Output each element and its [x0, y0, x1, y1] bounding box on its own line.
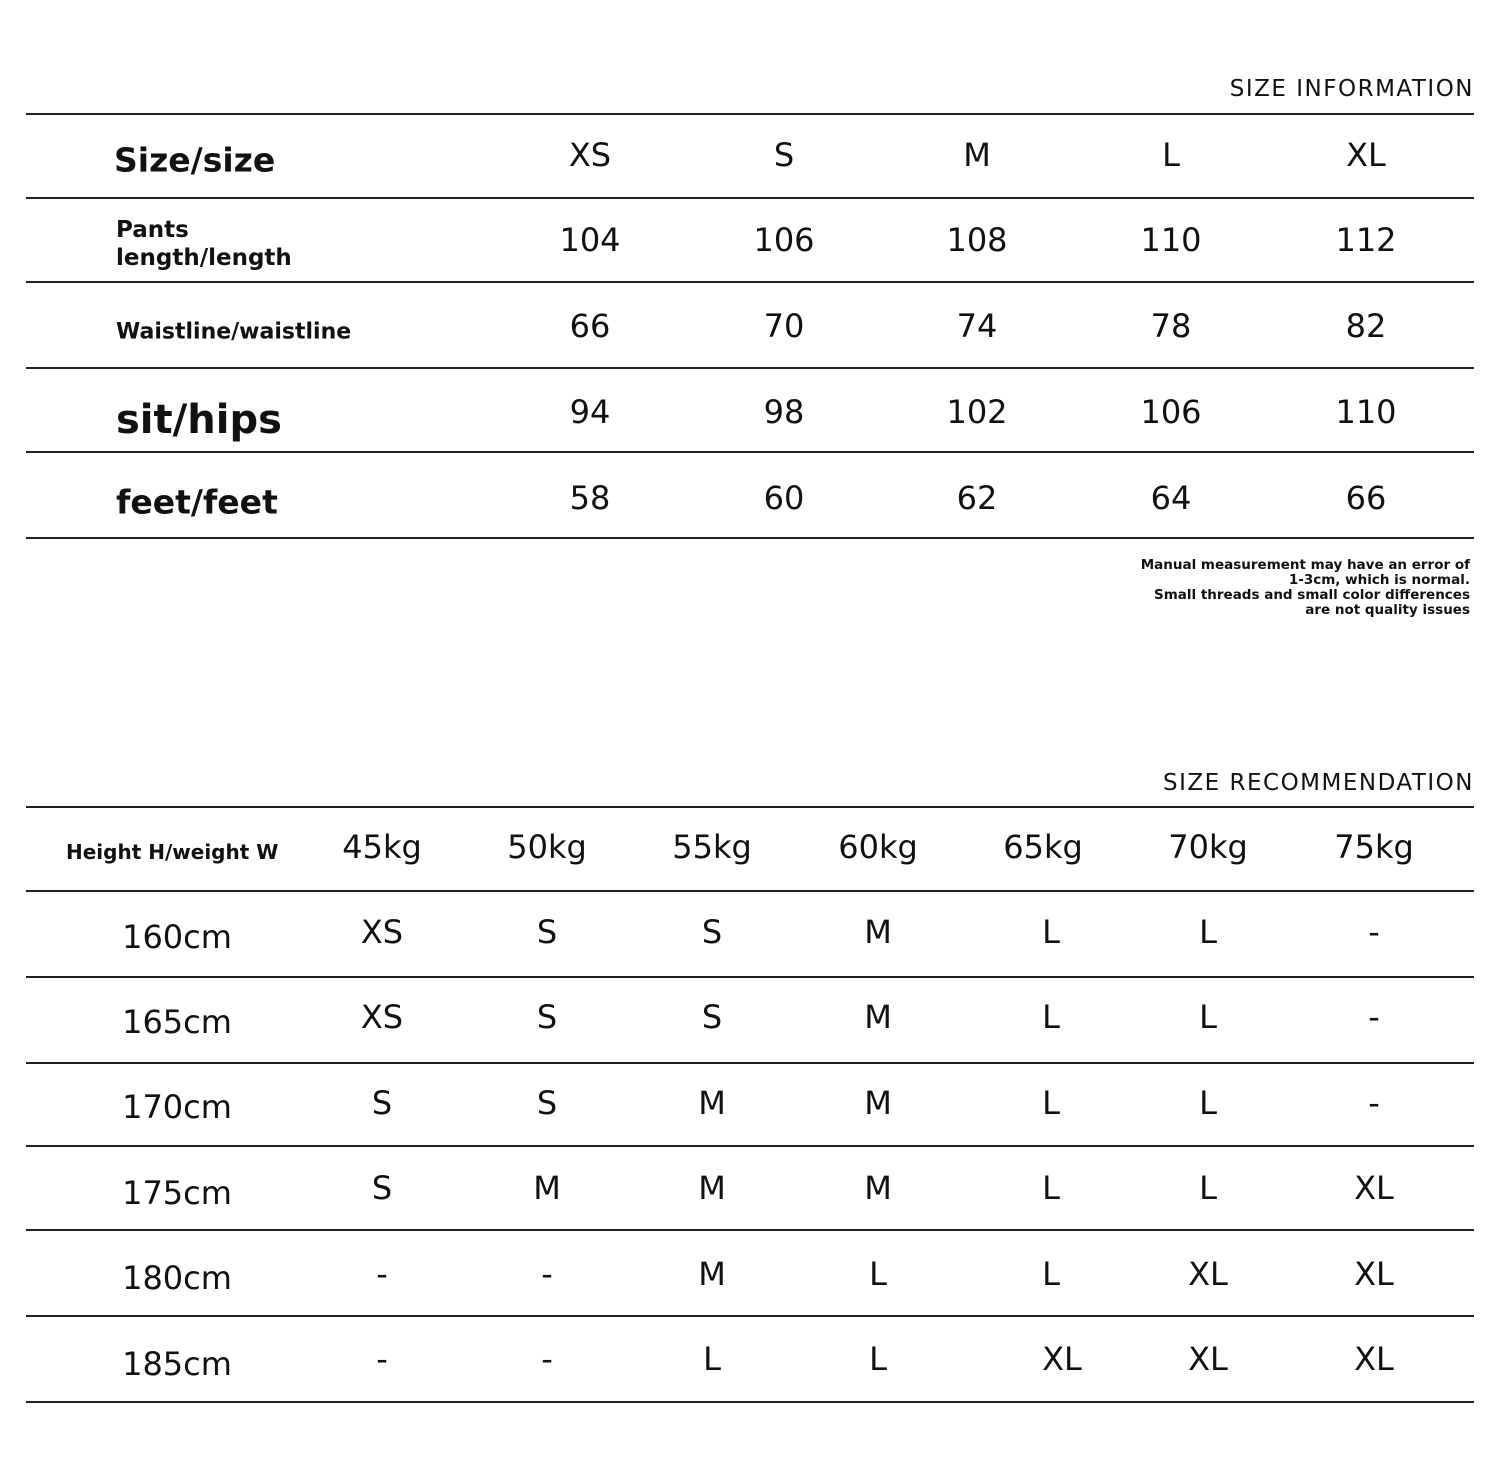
row-label-line: length/length	[116, 245, 292, 271]
table-cell: M	[864, 998, 892, 1036]
table-cell: -	[376, 1255, 388, 1293]
table-cell: XL	[1354, 1169, 1394, 1207]
divider	[26, 976, 1474, 978]
table-cell: M	[698, 1169, 726, 1207]
divider	[26, 806, 1474, 808]
table-cell: L	[1042, 1169, 1060, 1207]
divider	[26, 1145, 1474, 1147]
table-cell: M	[864, 1084, 892, 1122]
weight-header: 60kg	[838, 828, 918, 866]
weight-header: 75kg	[1334, 828, 1414, 866]
table-cell: 78	[1150, 307, 1192, 345]
table-cell: XS	[360, 998, 404, 1036]
table-cell: S	[536, 913, 558, 951]
table-cell: S	[701, 913, 723, 951]
measurement-note	[1090, 558, 1470, 618]
table-cell: 108	[946, 221, 1008, 259]
divider	[26, 890, 1474, 892]
divider	[26, 367, 1474, 369]
table-cell: L	[869, 1255, 887, 1293]
table-cell: -	[1368, 998, 1380, 1036]
table-cell: L	[869, 1340, 887, 1378]
table-cell: XL	[1188, 1255, 1228, 1293]
row-label-pants-length	[116, 216, 292, 272]
recommendation-header-label: Height H/weight W	[66, 840, 279, 864]
height-label: 180cm	[122, 1259, 232, 1297]
table-cell: S	[536, 1084, 558, 1122]
size-m-header: M	[963, 136, 991, 174]
table-cell: L	[1042, 913, 1060, 951]
divider	[26, 281, 1474, 283]
table-cell: 74	[956, 307, 998, 345]
table-cell: S	[536, 998, 558, 1036]
size-recommendation-title: SIZE RECOMMENDATION	[1163, 770, 1474, 796]
table-cell: 110	[1335, 393, 1397, 431]
divider	[26, 451, 1474, 453]
table-cell: 102	[946, 393, 1008, 431]
table-cell: 110	[1140, 221, 1202, 259]
table-cell: S	[371, 1169, 393, 1207]
divider	[26, 537, 1474, 539]
weight-header: 45kg	[342, 828, 422, 866]
table-cell: S	[701, 998, 723, 1036]
table-cell: -	[1368, 913, 1380, 951]
note-line: 1-3cm, which is normal.	[1288, 572, 1470, 588]
table-cell: 66	[1345, 479, 1387, 517]
table-cell: 64	[1150, 479, 1192, 517]
table-cell: M	[698, 1084, 726, 1122]
divider	[26, 1401, 1474, 1403]
table-cell: L	[1199, 998, 1217, 1036]
table-cell: 70	[763, 307, 805, 345]
table-cell: 60	[763, 479, 805, 517]
size-xl-header: XL	[1346, 136, 1386, 174]
table-cell: XS	[360, 913, 404, 951]
table-cell: L	[1042, 1084, 1060, 1122]
table-cell: 98	[763, 393, 805, 431]
table-cell: 82	[1345, 307, 1387, 345]
row-label-feet: feet/feet	[116, 482, 278, 522]
height-label: 175cm	[122, 1174, 232, 1212]
table-cell: L	[1199, 913, 1217, 951]
table-cell: L	[1042, 1255, 1060, 1293]
table-cell: L	[1199, 1169, 1217, 1207]
divider	[26, 113, 1474, 115]
size-information-title: SIZE INFORMATION	[1229, 76, 1474, 102]
divider	[26, 1062, 1474, 1064]
height-label: 170cm	[122, 1088, 232, 1126]
table-cell: L	[1199, 1084, 1217, 1122]
weight-header: 65kg	[1003, 828, 1083, 866]
note-line: Small threads and small color differences	[1153, 587, 1470, 603]
size-l-header: L	[1162, 136, 1180, 174]
size-s-header: S	[773, 136, 795, 174]
weight-header: 70kg	[1168, 828, 1248, 866]
table-cell: 106	[1140, 393, 1202, 431]
row-label-line: Pants	[116, 217, 189, 243]
size-xs-header: XS	[568, 136, 612, 174]
table-cell: 94	[569, 393, 611, 431]
table-cell: L	[1042, 998, 1060, 1036]
divider	[26, 1315, 1474, 1317]
divider	[26, 197, 1474, 199]
weight-header: 50kg	[507, 828, 587, 866]
size-header-label: Size/size	[114, 140, 276, 180]
table-cell: M	[533, 1169, 561, 1207]
table-cell: XL	[1354, 1340, 1394, 1378]
height-label: 165cm	[122, 1003, 232, 1041]
table-cell: -	[1368, 1084, 1380, 1122]
table-cell: 66	[569, 307, 611, 345]
divider	[26, 1229, 1474, 1231]
height-label: 160cm	[122, 918, 232, 956]
table-cell: XL	[1354, 1255, 1394, 1293]
table-cell: 58	[569, 479, 611, 517]
table-cell: 62	[956, 479, 998, 517]
table-cell: M	[864, 913, 892, 951]
table-cell: M	[864, 1169, 892, 1207]
table-cell: M	[698, 1255, 726, 1293]
table-cell: XL	[1188, 1340, 1228, 1378]
table-cell: -	[541, 1255, 553, 1293]
row-label-hips: sit/hips	[116, 397, 282, 443]
row-label-waistline: Waistline/waistline	[116, 319, 352, 345]
note-line: Manual measurement may have an error of	[1140, 557, 1470, 573]
table-cell: -	[376, 1340, 388, 1378]
height-label: 185cm	[122, 1345, 232, 1383]
weight-header: 55kg	[672, 828, 752, 866]
table-cell: S	[371, 1084, 393, 1122]
table-cell: L	[703, 1340, 721, 1378]
table-cell: 106	[753, 221, 815, 259]
table-cell: -	[541, 1340, 553, 1378]
table-cell: XL	[1042, 1340, 1082, 1378]
table-cell: 104	[559, 221, 621, 259]
note-line: are not quality issues	[1305, 602, 1470, 618]
table-cell: 112	[1335, 221, 1397, 259]
